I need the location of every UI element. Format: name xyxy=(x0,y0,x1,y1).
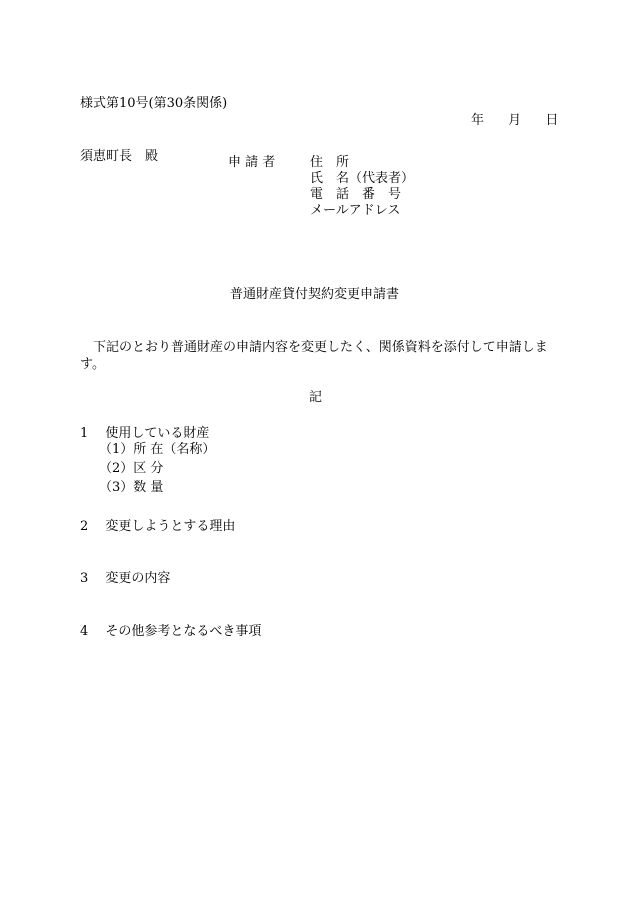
item-1 xyxy=(80,427,215,500)
form-header: 様式第10号(第30条関係) xyxy=(80,96,228,111)
item-2-title: 2 変更しようとする理由 xyxy=(80,519,236,534)
applicant-label: 申 請 者 xyxy=(228,155,276,170)
date-line xyxy=(471,114,558,127)
date-year: 年 xyxy=(471,113,485,128)
item-3-title: 3 変更の内容 xyxy=(80,571,171,586)
document-title: 普通財産貸付契約変更申請書 xyxy=(230,287,400,302)
date-day: 日 xyxy=(545,113,559,128)
item-4-title: 4 その他参考となるべき事項 xyxy=(80,624,262,639)
item-1-title: 1 使用している財産 xyxy=(80,426,210,441)
field-phone: 電 話 番 号 xyxy=(310,187,402,202)
item-1-subitems xyxy=(80,443,215,500)
field-name: 氏 名（代表者） xyxy=(310,171,415,186)
addressee: 須恵町長 殿 xyxy=(80,149,159,164)
applicant-fields xyxy=(310,156,414,220)
subitem-location: （1）所 在（名称） xyxy=(99,442,216,457)
ki-heading: 記 xyxy=(309,390,323,405)
applicant-block xyxy=(228,155,415,218)
field-address: 住 所 xyxy=(310,155,350,170)
subitem-quantity: （3）数 量 xyxy=(99,480,164,495)
field-email: メールアドレス xyxy=(310,203,401,218)
body-text: 下記のとおり普通財産の申請内容を変更したく、関係資料を添付して申請します。 xyxy=(80,340,548,372)
subitem-category: （2）区 分 xyxy=(99,461,164,476)
date-month: 月 xyxy=(508,113,522,128)
